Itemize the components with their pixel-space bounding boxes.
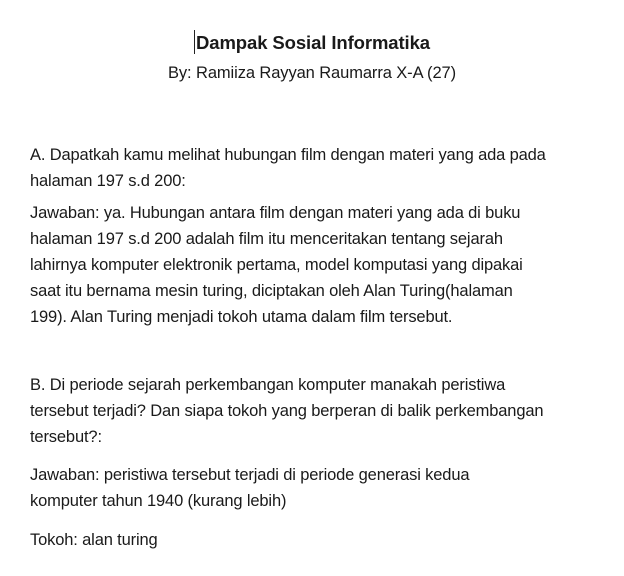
- question-a-line: A. Dapatkah kamu melihat hubungan film dengan materi yang ada pada: [30, 146, 546, 164]
- question-b-line: tersebut?:: [30, 428, 102, 446]
- question-b-line: B. Di periode sejarah perkembangan komputer manakah peristiwa: [30, 376, 506, 394]
- document-title: Dampak Sosial Informatika: [196, 32, 430, 53]
- answer-a-line: Jawaban: ya. Hubungan antara film dengan materi yang ada di buku: [30, 204, 521, 222]
- answer-a-line: lahirnya komputer elektronik pertama, model komputasi yang dipakai: [30, 256, 523, 274]
- answer-a-line: halaman 197 s.d 200 adalah film itu menceritakan tentang sejarah: [30, 230, 503, 248]
- document-byline: By: Ramiiza Rayyan Raumarra X-A (27): [168, 64, 456, 82]
- text-cursor: [194, 30, 195, 54]
- answer-a-line: 199). Alan Turing menjadi tokoh utama dalam film tersebut.: [30, 308, 453, 326]
- answer-b-line: Jawaban: peristiwa tersebut terjadi di periode generasi kedua: [30, 466, 470, 484]
- answer-b-figure: [30, 527, 620, 553]
- answer-b-line: komputer tahun 1940 (kurang lebih): [30, 492, 287, 510]
- answer-a-line: saat itu bernama mesin turing, diciptakan oleh Alan Turing(halaman: [30, 282, 513, 300]
- answer-b: [30, 462, 620, 514]
- question-b: [30, 372, 620, 450]
- document-title-line: [0, 30, 624, 54]
- question-a: [30, 142, 620, 194]
- answer-b-figure-line: Tokoh: alan turing: [30, 531, 158, 549]
- question-b-line: tersebut terjadi? Dan siapa tokoh yang berperan di balik perkembangan: [30, 402, 544, 420]
- answer-a: [30, 200, 620, 330]
- question-a-line: halaman 197 s.d 200:: [30, 172, 186, 190]
